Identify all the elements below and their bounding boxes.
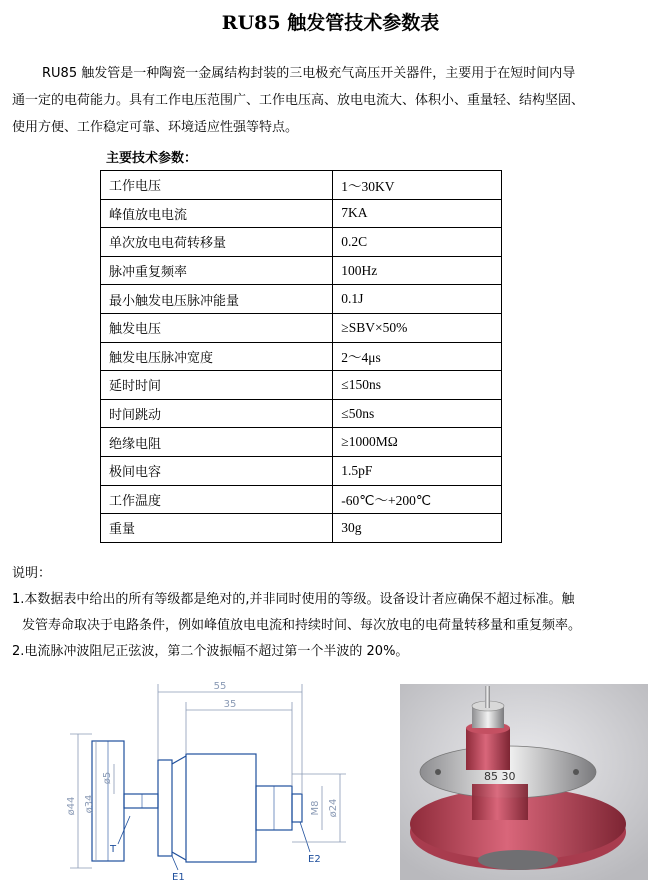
spec-row	[101, 456, 502, 485]
spec-label: 峰值放电电流	[101, 199, 333, 228]
dia-pin: ø5	[102, 771, 113, 785]
spec-row	[101, 285, 502, 314]
spec-value: 7KA	[333, 199, 502, 228]
intro-paragraph	[12, 60, 652, 141]
spec-value: ≤50ns	[333, 399, 502, 428]
dim-overall: 55	[213, 681, 227, 692]
spec-row	[101, 485, 502, 514]
drawing-ceramic	[186, 754, 256, 862]
drawing-flange	[158, 760, 172, 856]
spec-row	[101, 256, 502, 285]
spec-value: ≥1000MΩ	[333, 428, 502, 457]
intro-line-2: 通一定的电荷能力。具有工作电压范围广、工作电压高、放电电流大、体积小、重量轻、结构坚固、	[12, 93, 585, 108]
spec-row	[101, 171, 502, 200]
spec-row	[101, 371, 502, 400]
spec-value: 2～4μs	[333, 342, 502, 371]
spec-value: 1～30KV	[333, 171, 502, 200]
spec-label: 触发电压脉冲宽度	[101, 342, 333, 371]
spec-value: -60℃～+200℃	[333, 485, 502, 514]
label-t: T	[110, 844, 117, 855]
intro-line-1: RU85 触发管是一种陶瓷一金属结构封装的三电极充气高压开关器件，主要用于在短时间内导	[42, 66, 576, 81]
spec-row	[101, 399, 502, 428]
spec-label: 时间跳动	[101, 399, 333, 428]
product-photo	[400, 684, 648, 880]
spec-label: 工作电压	[101, 171, 333, 200]
spec-label: 绝缘电阻	[101, 428, 333, 457]
spec-value: 0.2C	[333, 228, 502, 257]
drawing-end-boss	[292, 794, 302, 822]
notes-heading: 说明：	[12, 566, 52, 581]
spec-label: 脉冲重复频率	[101, 256, 333, 285]
notes-section	[12, 561, 652, 665]
dia-body: ø34	[84, 794, 95, 814]
label-e1: E1	[172, 872, 185, 883]
spec-label: 重量	[101, 514, 333, 543]
dimension-drawing	[60, 676, 360, 886]
dia-end: ø24	[328, 798, 339, 818]
note-2: 2.电流脉冲波阻尼正弦波，第二个波振幅不超过第一个半波的 20%。	[12, 644, 409, 659]
spec-value: 0.1J	[333, 285, 502, 314]
spec-row	[101, 342, 502, 371]
spec-row	[101, 313, 502, 342]
page-title: RU85 触发管技术参数表	[221, 12, 440, 34]
drawing-pin	[124, 794, 158, 808]
label-e2: E2	[308, 854, 321, 865]
spec-label: 延时时间	[101, 371, 333, 400]
spec-table	[100, 170, 502, 543]
spec-row	[101, 514, 502, 543]
spec-value: 1.5pF	[333, 456, 502, 485]
spec-label: 最小触发电压脉冲能量	[101, 285, 333, 314]
photo-marking: 85 30	[484, 770, 516, 783]
note-1-continued: 发管寿命取决于电路条件，例如峰值放电电流和持续时间、每次放电的电荷量转移量和重复频率。	[22, 618, 582, 633]
intro-line-3: 使用方便、工作稳定可靠、环境适应性强等特点。	[12, 120, 299, 135]
note-1: 1.本数据表中给出的所有等级都是绝对的,并非同时使用的等级。设备设计者应确保不超过标准。触	[12, 592, 575, 607]
params-heading: 主要技术参数：	[106, 151, 198, 166]
dia-flange: ø44	[66, 796, 77, 816]
spec-label: 单次放电电荷转移量	[101, 228, 333, 257]
spec-value: 100Hz	[333, 256, 502, 285]
dim-body: 35	[223, 699, 237, 710]
spec-row	[101, 199, 502, 228]
spec-label: 极间电容	[101, 456, 333, 485]
spec-value: 30g	[333, 514, 502, 543]
spec-row	[101, 428, 502, 457]
spec-value: ≥SBV×50%	[333, 313, 502, 342]
spec-value: ≤150ns	[333, 371, 502, 400]
spec-label: 触发电压	[101, 313, 333, 342]
thread-size: M8	[310, 800, 321, 816]
spec-row	[101, 228, 502, 257]
spec-label: 工作温度	[101, 485, 333, 514]
